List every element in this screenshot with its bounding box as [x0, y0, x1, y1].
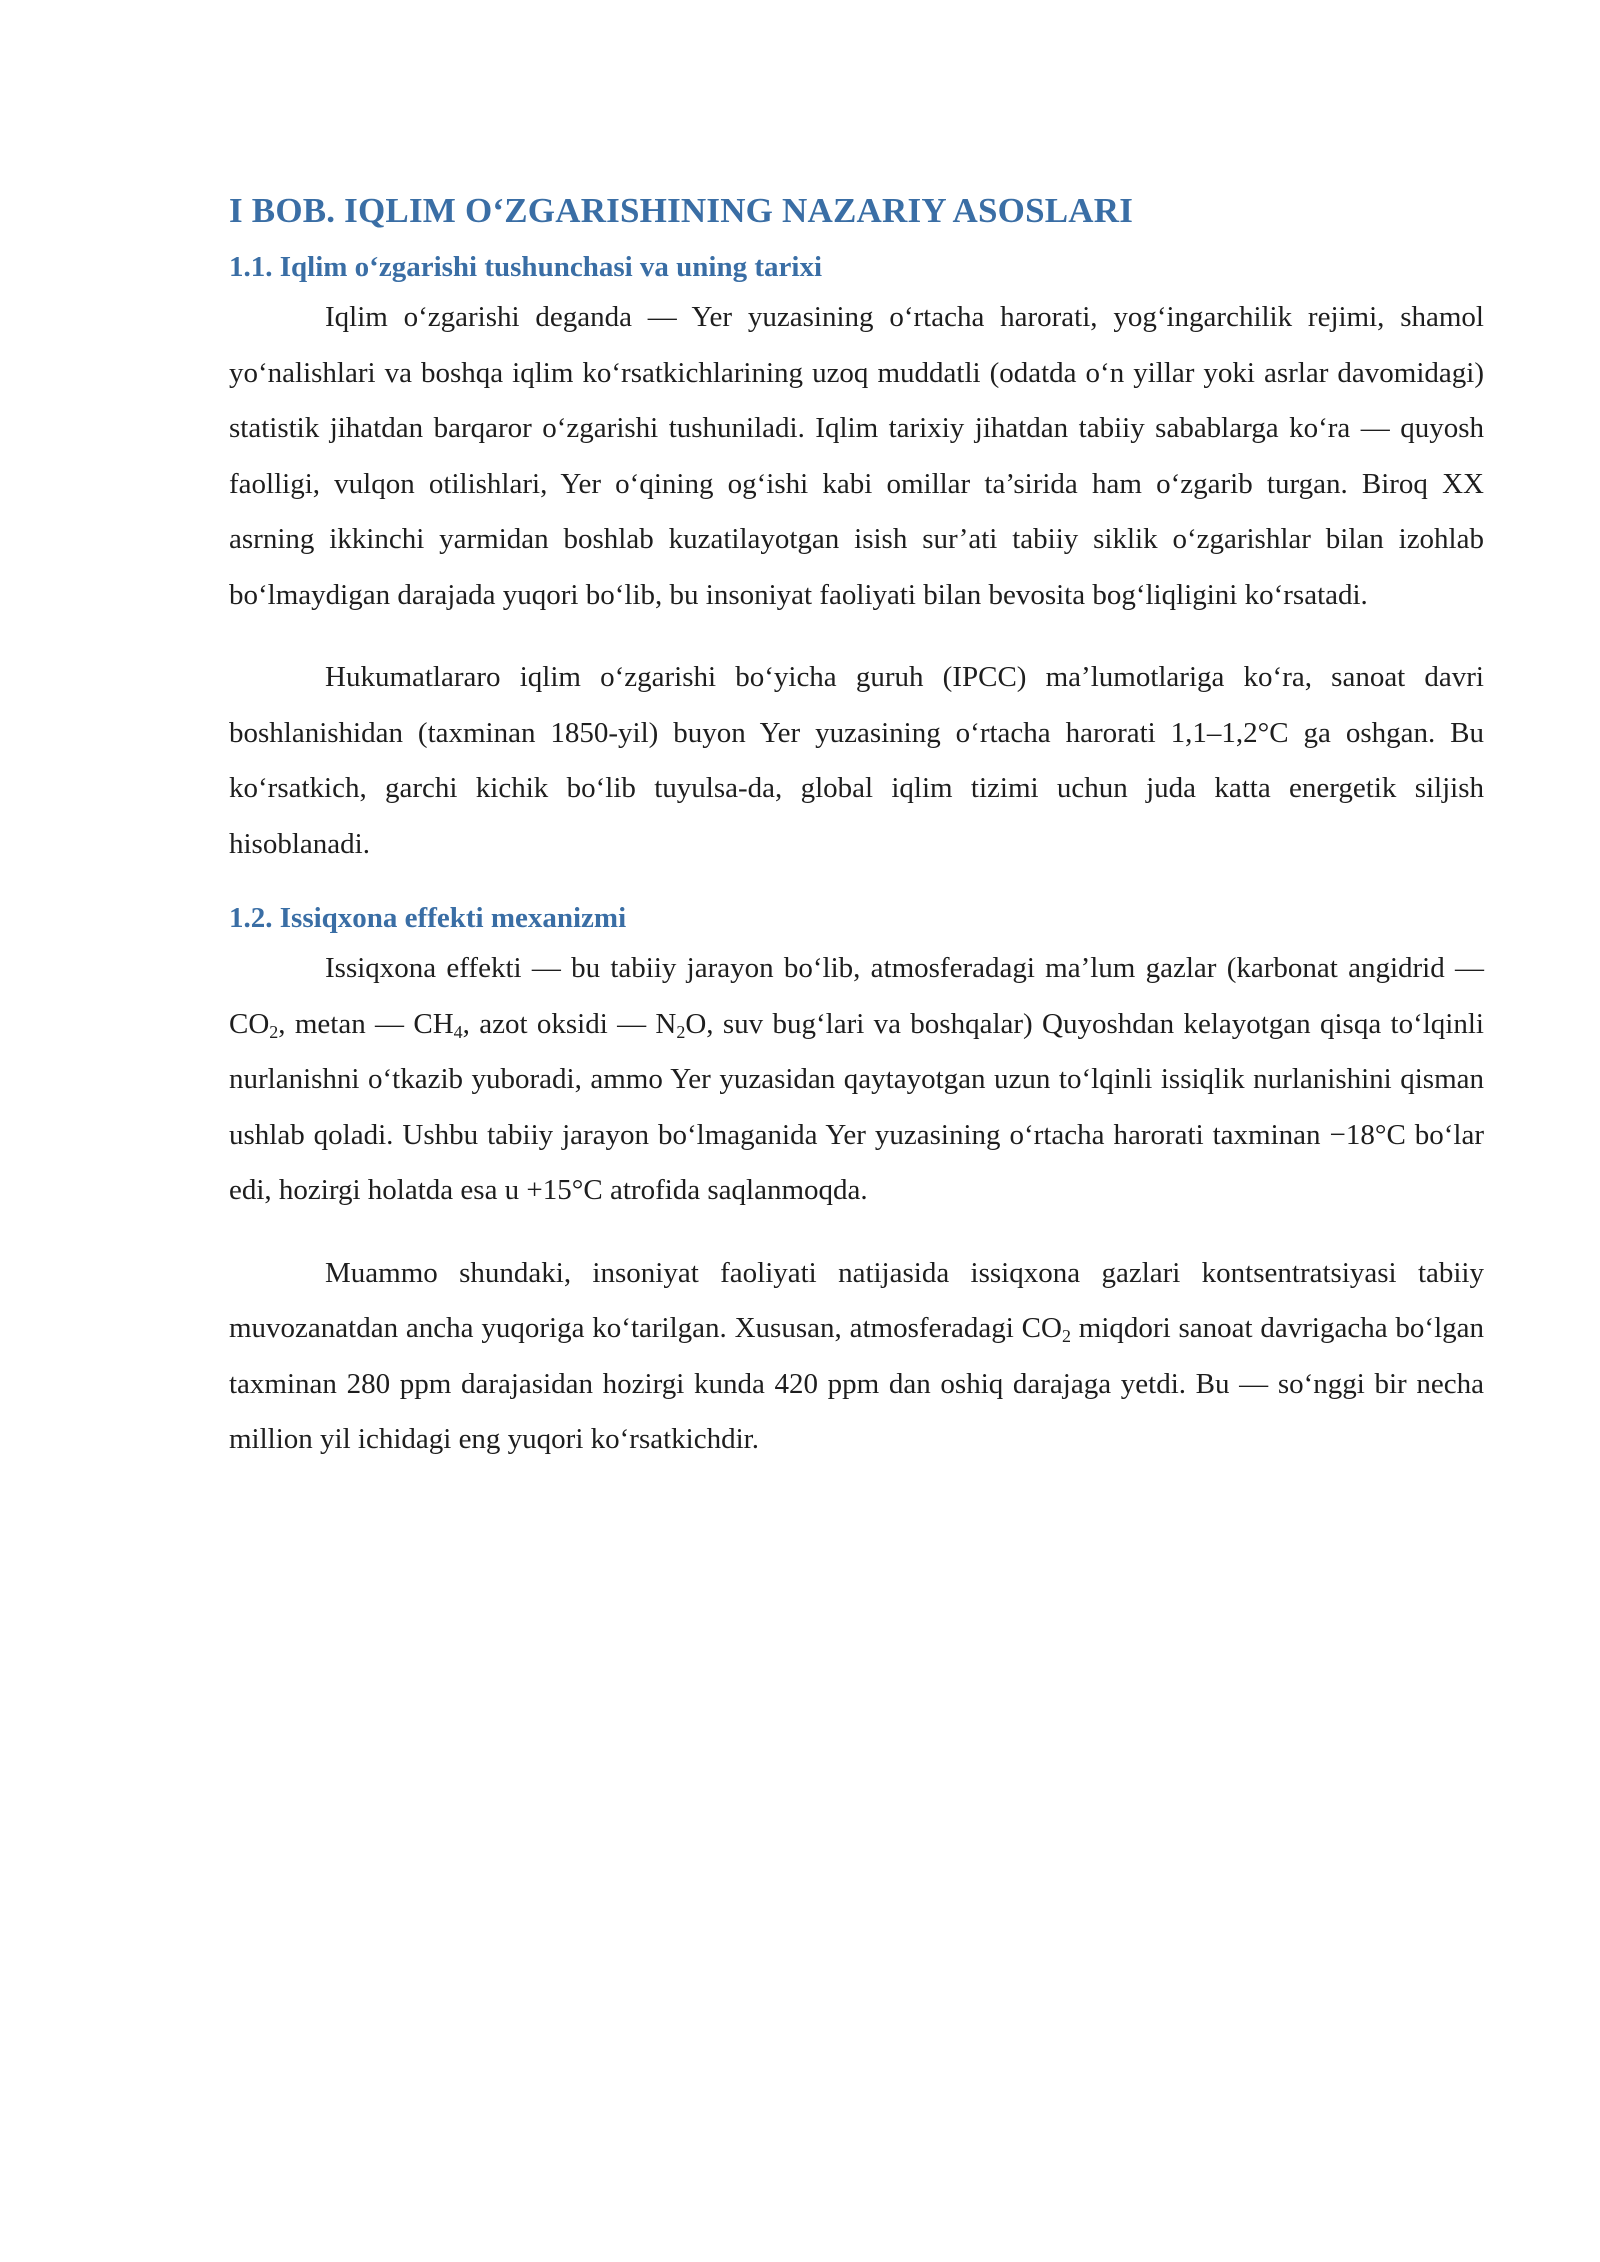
section-1-1: [229, 248, 1484, 872]
paragraph-text: O, suv bug‘lari va boshqalar) Quyoshdan kelayotgan qisqa to‘lqinli nurlanishni o‘tkazib yuboradi, ammo Yer yuzasidan qaytayotgan uzun to‘lqinli issiqlik nurlanishini qisman ushlab qoladi. Ushbu tabiiy jarayon bo‘lmaganida Yer yuzasining o‘rtacha harorati taxminan −18°C bo‘lar edi, hozirgi holatda esa u +15°C atrofida saqlanmoqda.: [229, 1007, 1484, 1206]
section-title: 1.2. Issiqxona effekti mexanizmi: [229, 902, 627, 934]
section-spacer: [229, 872, 1484, 899]
subscript: 2: [676, 1021, 686, 1042]
subscript: 2: [269, 1021, 279, 1042]
paragraph: [229, 1246, 1484, 1468]
paragraph: Hukumatlararo iqlim o‘zgarishi bo‘yicha guruh (IPCC) ma’lumotlariga ko‘ra, sanoat davri boshlanishidan (taxminan 1850-yil) buyon Yer yuzasining o‘rtacha harorati 1,1–1,2°C ga oshgan. Bu ko‘rsatkich, garchi kichik bo‘lib tuyulsa-da, global iqlim tizimi uchun juda katta energetik siljish hisoblanadi.: [229, 661, 1484, 860]
section-1-2: [229, 899, 1484, 1468]
subscript: 2: [1061, 1326, 1071, 1346]
paragraph-text: , azot oksidi — N: [462, 1007, 677, 1040]
paragraph: Iqlim o‘zgarishi deganda — Yer yuzasining o‘rtacha harorati, yog‘ingarchilik rejimi, shamol yo‘nalishlari va boshqa iqlim ko‘rsatkichlarining uzoq muddatli (odatda o‘n yillar yoki asrlar davomidagi) statistik jihatdan barqaror o‘zgarishi tushuniladi. Iqlim tarixiy jihatdan tabiiy sabablarga ko‘ra — quyosh faolligi, vulqon otilishlari, Yer o‘qining og‘ishi kabi omillar ta’sirida ham o‘zgarib turgan. Biroq XX asrning ikkinchi yarmidan boshlab kuzatilayotgan isish sur’ati tabiiy siklik o‘zgarishlar bilan izohlab bo‘lmaydigan darajada yuqori bo‘lib, bu insoniyat faoliyati bilan bevosita bog‘liqligini ko‘rsatadi.: [229, 301, 1484, 611]
paragraph-text: Muammo shundaki, insoniyat faoliyati natijasida issiqxona gazlari kontsentratsiyasi tabiiy muvozanatdan ancha yuqoriga ko‘tarilgan. Xususan, atmosferadagi CO: [229, 1256, 1484, 1344]
paragraph: [229, 941, 1484, 1219]
document-page: [229, 190, 1484, 1468]
paragraph-text: Issiqxona effekti — bu tabiiy jarayon bo‘lib, atmosferadagi ma’lum gazlar (karbonat angidrid — CO: [229, 952, 1484, 1040]
paragraph-text: , metan — CH: [278, 1007, 454, 1040]
paragraph-text: miqdori sanoat davrigacha bo‘lgan taxminan 280 ppm darajasidan hozirgi kunda 420 ppm dan oshiq darajaga yetdi. Bu — so‘nggi bir necha million yil ichidagi eng yuqori ko‘rsatkichdir.: [229, 1312, 1485, 1455]
section-title: 1.1. Iqlim o‘zgarishi tushunchasi va uning tarixi: [229, 251, 822, 283]
chapter-title: I BOB. IQLIM O‘ZGARISHINING NAZARIY ASOSLARI: [229, 191, 1134, 230]
subscript: 4: [453, 1021, 463, 1042]
